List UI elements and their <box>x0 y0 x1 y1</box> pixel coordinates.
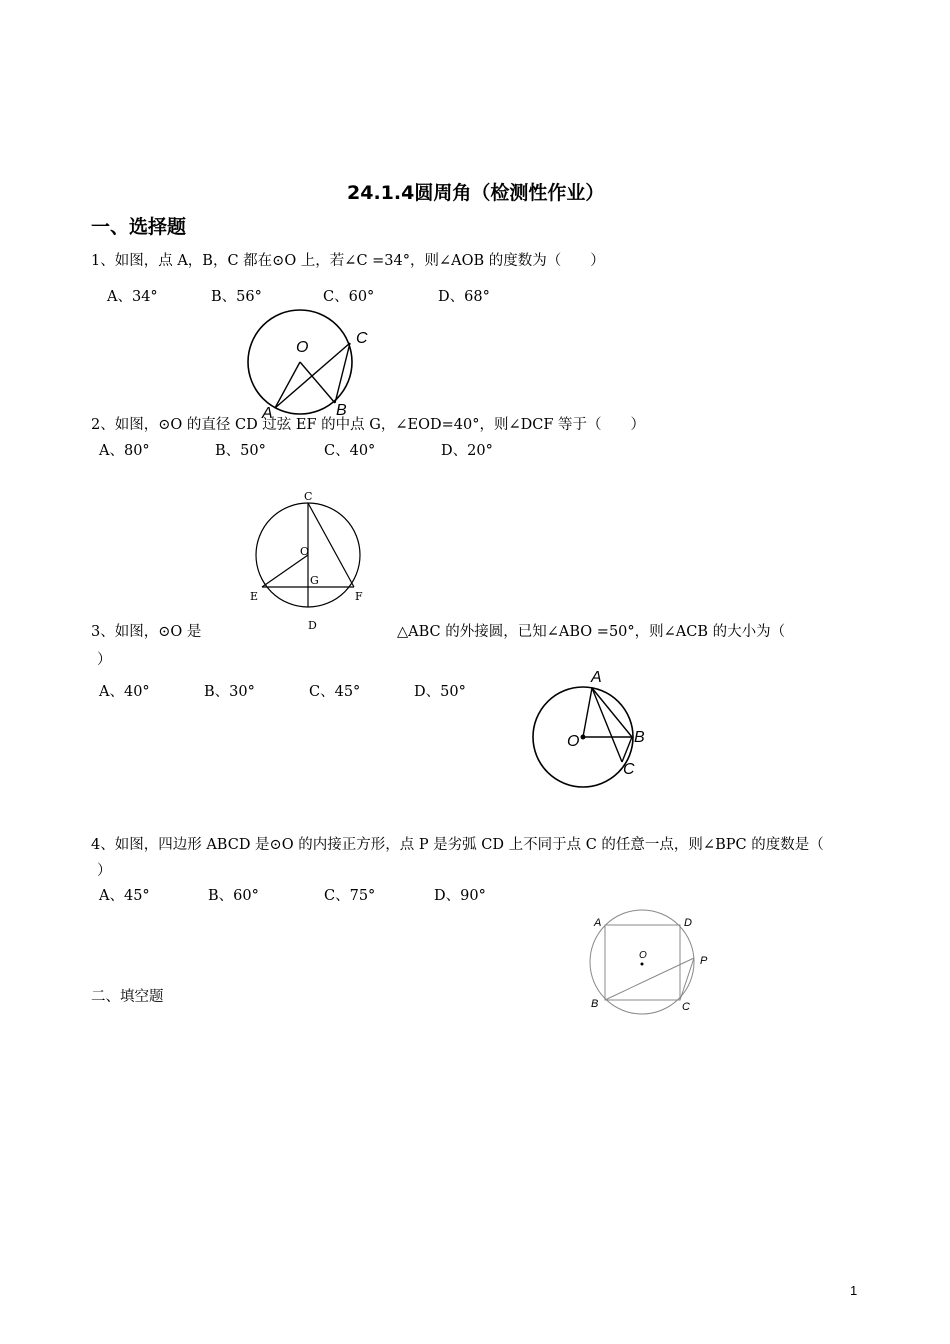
q2-option-b: B、50° <box>215 443 266 459</box>
q4-label-b: B <box>591 998 599 1010</box>
q1-label-a: A <box>262 405 273 422</box>
q4-option-a: A、45° <box>99 888 150 904</box>
q4-circle-figure <box>585 908 715 1018</box>
q2-label-f: F <box>355 590 363 603</box>
q2-label-g: G <box>310 574 319 587</box>
q2-label-e: E <box>250 590 259 603</box>
q4-option-d: D、90° <box>434 888 486 904</box>
question-2-text: 2、如图，⊙O 的直径 CD 过弦 EF 的中点 G，∠EOD=40°，则∠DCF 等于（ ） <box>91 417 645 433</box>
q1-circle-figure <box>240 310 380 420</box>
q4-option-b: B、60° <box>208 888 259 904</box>
q3-option-c: C、45° <box>309 684 361 700</box>
q2-option-d: D、20° <box>441 443 493 459</box>
q2-label-o: O <box>300 545 310 558</box>
q3-option-b: B、30° <box>204 684 255 700</box>
question-3-text-start: 3、如图，⊙O 是 <box>91 624 202 640</box>
q1-option-a: A、34° <box>107 289 158 305</box>
q3-option-a: A、40° <box>99 684 150 700</box>
q3-label-a: A <box>591 669 602 686</box>
q3-option-d: D、50° <box>414 684 466 700</box>
q3-label-o: O <box>567 733 580 750</box>
q4-label-c: C <box>682 1001 690 1013</box>
q4-label-o: O <box>639 950 647 961</box>
q1-option-b: B、56° <box>211 289 262 305</box>
q1-option-c: C、60° <box>323 289 375 305</box>
q4-label-a: A <box>594 917 602 929</box>
q1-option-d: D、68° <box>438 289 490 305</box>
q2-label-c: C <box>304 490 313 503</box>
q3-circle-figure <box>530 665 660 790</box>
q2-label-d: D <box>308 619 317 632</box>
q4-label-p: P <box>700 955 708 967</box>
q1-label-c: C <box>356 330 368 347</box>
q4-label-d: D <box>684 917 692 929</box>
q3-label-b: B <box>634 729 645 746</box>
question-1-text: 1、如图，点 A，B，C 都在⊙O 上，若∠C =34°，则∠AOB 的度数为（ ） <box>91 253 605 269</box>
section-heading-choice: 一、选择题 <box>91 216 187 238</box>
section-heading-fill-in: 二、填空题 <box>91 989 164 1005</box>
q1-label-b: B <box>336 402 347 419</box>
question-3-text-end: ） <box>97 652 112 668</box>
q2-circle-figure <box>245 487 375 637</box>
q3-label-c: C <box>623 761 635 778</box>
page-number: 1 <box>850 1283 858 1298</box>
page-title: 24.1.4圆周角（检测性作业） <box>347 182 605 204</box>
q2-option-a: A、80° <box>99 443 150 459</box>
q2-option-c: C、40° <box>324 443 376 459</box>
q4-option-c: C、75° <box>324 888 376 904</box>
question-4-text: 4、如图，四边形 ABCD 是⊙O 的内接正方形，点 P 是劣弧 CD 上不同于点 C 的任意一点，则∠BPC 的度数是（ <box>91 837 824 853</box>
q1-label-o: O <box>296 339 309 356</box>
question-3-text-main: △ABC 的外接圆，已知∠ABO =50°，则∠ACB 的大小为（ <box>397 624 786 640</box>
question-4-text-end: ） <box>97 863 112 879</box>
